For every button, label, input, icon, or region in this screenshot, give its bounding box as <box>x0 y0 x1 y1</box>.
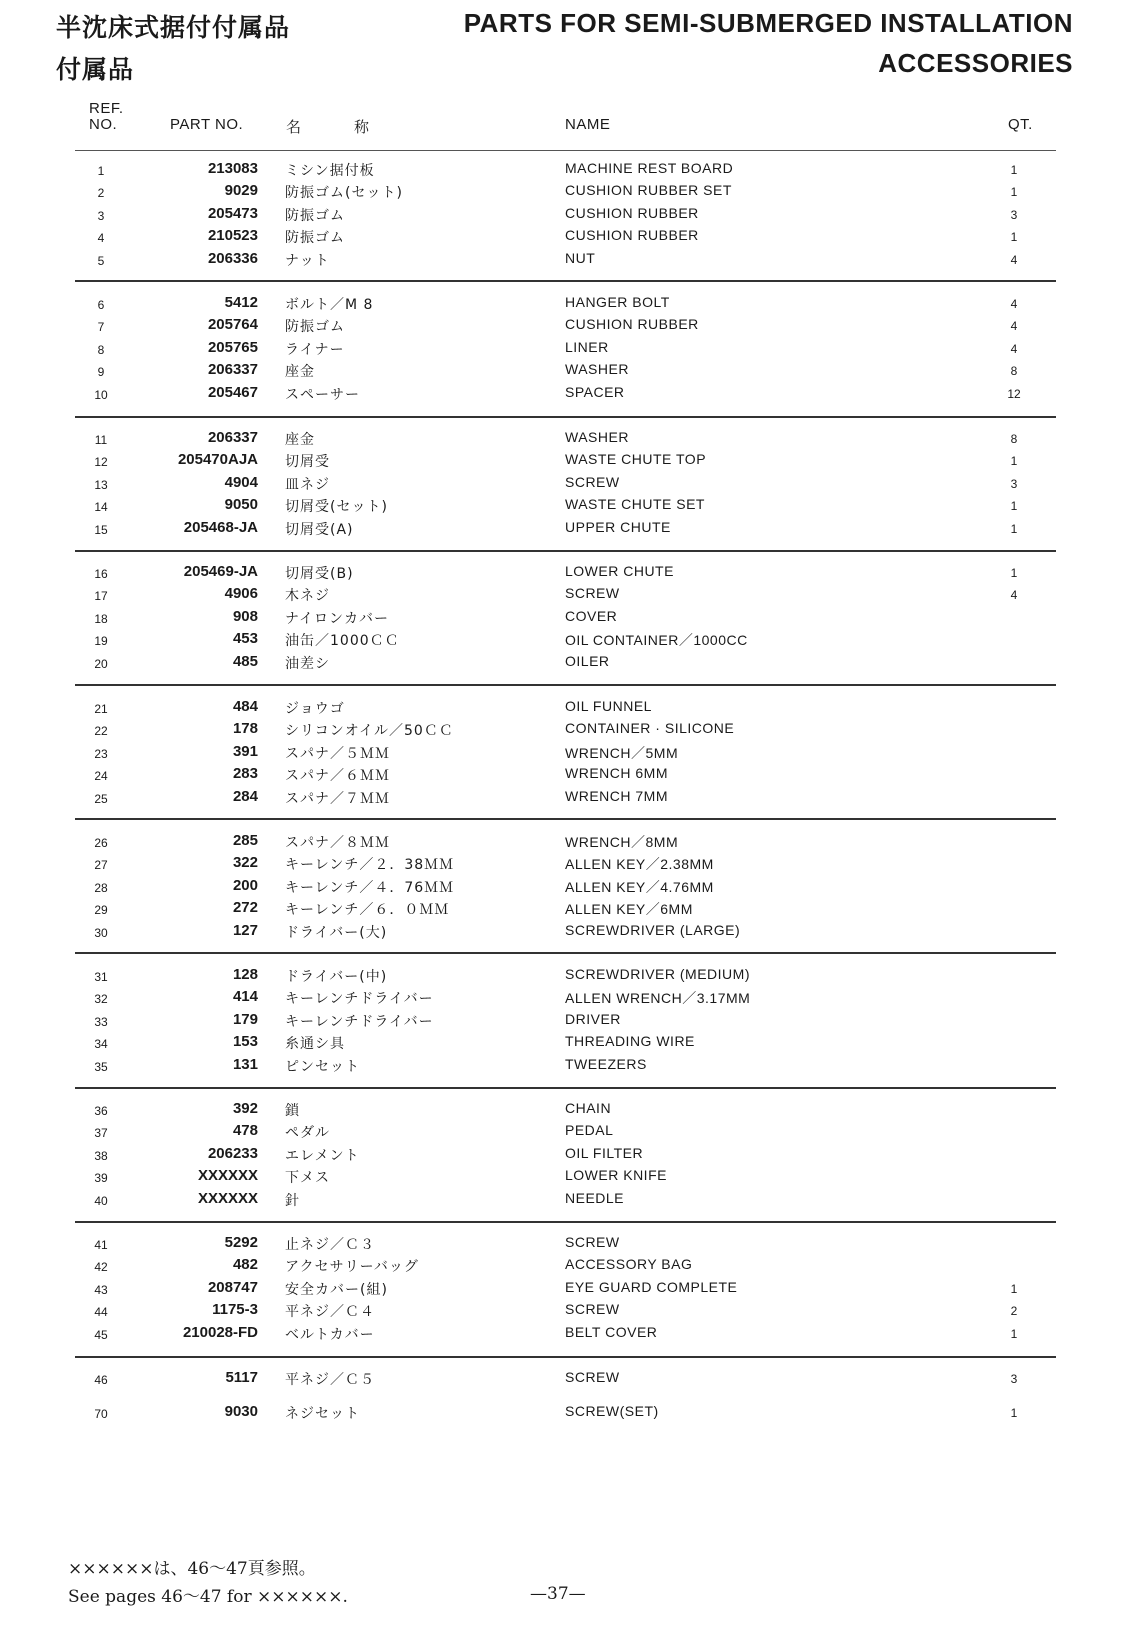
part-name: HANGER BOLT <box>565 294 670 310</box>
part-no: 179 <box>232 1011 258 1028</box>
title-en-line2: ACCESSORIES <box>878 48 1073 78</box>
ref-no: 26 <box>94 836 108 850</box>
table-row <box>0 451 1133 473</box>
jp-name: キーレンチ／２．38ＭＭ <box>285 857 455 873</box>
group-divider <box>75 952 1056 954</box>
table-row <box>0 1122 1133 1144</box>
quantity: 8 <box>1010 432 1018 446</box>
quantity: 12 <box>1007 387 1021 401</box>
jp-name: スパナ／５ＭＭ <box>285 746 390 762</box>
ref-no: 18 <box>94 612 108 626</box>
group-divider <box>75 1087 1056 1089</box>
quantity: 1 <box>1010 1327 1018 1341</box>
part-no: 478 <box>232 1122 258 1139</box>
ref-no: 36 <box>94 1104 108 1118</box>
group-divider <box>75 280 1056 282</box>
part-name: WASTE CHUTE TOP <box>565 451 707 467</box>
jp-name: アクセサリーバッグ <box>285 1259 419 1275</box>
jp-name: キーレンチドライバー <box>285 991 434 1007</box>
part-no: 206337 <box>207 361 258 378</box>
ref-no: 6 <box>97 298 105 312</box>
table-row <box>0 1234 1133 1256</box>
ref-no: 8 <box>97 343 105 357</box>
table-row <box>0 899 1133 921</box>
jp-name: 針 <box>285 1193 300 1209</box>
part-no: 9030 <box>224 1403 258 1420</box>
ref-no: 70 <box>94 1407 108 1421</box>
jp-name: 防振ゴム <box>285 230 345 246</box>
part-no: 210028-FD <box>182 1324 258 1341</box>
ref-no: 32 <box>94 992 108 1006</box>
ref-no: 15 <box>94 523 108 537</box>
ref-no: 31 <box>94 970 108 984</box>
part-name: SCREWDRIVER (LARGE) <box>565 922 741 938</box>
table-row <box>0 922 1133 944</box>
jp-name: スパナ／７ＭＭ <box>285 791 390 807</box>
part-no: 4906 <box>224 585 258 602</box>
part-name: SCREW <box>565 1234 620 1250</box>
part-name: PEDAL <box>565 1122 614 1138</box>
part-name: SCREW <box>565 1369 620 1385</box>
ref-no: 33 <box>94 1015 108 1029</box>
col-jp-name-1: 名 <box>286 119 302 136</box>
jp-name: 鎖 <box>285 1103 300 1119</box>
part-name: COVER <box>565 608 618 624</box>
part-name: NEEDLE <box>565 1190 625 1206</box>
quantity: 1 <box>1010 185 1018 199</box>
quantity: 1 <box>1010 1406 1018 1420</box>
part-no: 205764 <box>207 316 258 333</box>
part-no: 178 <box>232 720 258 737</box>
jp-name: スパナ／６ＭＭ <box>285 768 390 784</box>
quantity: 1 <box>1010 522 1018 536</box>
quantity: 3 <box>1010 477 1018 491</box>
table-row <box>0 988 1133 1010</box>
part-name: SCREW(SET) <box>565 1403 659 1419</box>
jp-name: 防振ゴム(セット) <box>285 185 403 201</box>
quantity: 4 <box>1010 253 1018 267</box>
group-divider <box>75 550 1056 552</box>
part-no: 484 <box>232 698 258 715</box>
ref-no: 16 <box>94 567 108 581</box>
part-no: 127 <box>232 922 258 939</box>
ref-no: 30 <box>94 926 108 940</box>
quantity: 1 <box>1010 454 1018 468</box>
part-name: LINER <box>565 339 609 355</box>
part-name: ACCESSORY BAG <box>565 1256 693 1272</box>
part-name: LOWER KNIFE <box>565 1167 667 1183</box>
table-row <box>0 563 1133 585</box>
part-name: SCREWDRIVER (MEDIUM) <box>565 966 750 982</box>
table-row <box>0 1033 1133 1055</box>
ref-no: 2 <box>97 186 105 200</box>
part-name: CUSHION RUBBER <box>565 205 699 221</box>
jp-name: 座金 <box>285 432 315 448</box>
table-row <box>0 182 1133 204</box>
part-no: 4904 <box>224 474 258 491</box>
jp-name: キーレンチ／４．76ＭＭ <box>285 880 455 896</box>
jp-name: スパナ／８ＭＭ <box>285 835 390 851</box>
part-name: WASHER <box>565 429 629 445</box>
part-no: 205469-JA <box>183 563 258 580</box>
part-no: 9029 <box>224 182 258 199</box>
part-name: THREADING WIRE <box>565 1033 695 1049</box>
jp-name: 木ネジ <box>285 588 330 604</box>
table-row <box>0 653 1133 675</box>
ref-no: 11 <box>94 433 108 447</box>
table-row <box>0 1167 1133 1189</box>
ref-no: 17 <box>94 589 108 603</box>
table-row <box>0 585 1133 607</box>
jp-name: 切屑受(セット) <box>285 499 388 515</box>
part-name: CONTAINER · SILICONE <box>565 720 735 736</box>
table-row <box>0 720 1133 742</box>
jp-name: ジョウゴ <box>285 701 345 717</box>
jp-name: ライナー <box>285 342 345 358</box>
ref-no: 3 <box>97 209 105 223</box>
table-row <box>0 429 1133 451</box>
part-name: WRENCH／8MM <box>565 834 679 850</box>
table-row <box>0 1324 1133 1346</box>
part-name: ALLEN KEY／6MM <box>565 901 693 917</box>
part-name: DRIVER <box>565 1011 621 1027</box>
part-no: 1175-3 <box>212 1301 258 1318</box>
jp-name: ミシン据付板 <box>285 163 375 179</box>
table-row <box>0 474 1133 496</box>
jp-name: ピンセット <box>285 1059 360 1075</box>
group-divider <box>75 416 1056 418</box>
jp-name: 糸通シ具 <box>285 1036 345 1052</box>
ref-no: 9 <box>97 365 105 379</box>
part-no: 392 <box>232 1100 258 1117</box>
quantity: 1 <box>1010 566 1018 580</box>
part-no: 5117 <box>225 1369 258 1386</box>
table-row <box>0 1279 1133 1301</box>
table-row <box>0 1100 1133 1122</box>
part-no: 205765 <box>207 339 258 356</box>
jp-name: エレメント <box>285 1148 360 1164</box>
jp-name: 防振ゴム <box>285 319 345 335</box>
part-no: 272 <box>232 899 258 916</box>
part-name: SCREW <box>565 585 620 601</box>
table-row <box>0 630 1133 652</box>
table-row <box>0 339 1133 361</box>
part-name: SCREW <box>565 1301 620 1317</box>
part-name: OIL FUNNEL <box>565 698 652 714</box>
jp-name: ネジセット <box>285 1406 360 1422</box>
jp-name: 切屑受(A) <box>285 522 354 538</box>
part-name: WASHER <box>565 361 629 377</box>
jp-name: ベルトカバー <box>285 1327 375 1343</box>
ref-no: 24 <box>94 769 108 783</box>
part-no: 283 <box>232 765 258 782</box>
jp-name: スペーサー <box>285 387 360 403</box>
part-no: 206233 <box>207 1145 258 1162</box>
part-no: 285 <box>232 832 258 849</box>
jp-name: ペダル <box>285 1125 330 1141</box>
table-row <box>0 1011 1133 1033</box>
group-divider <box>75 1221 1056 1223</box>
jp-name: 下メス <box>285 1170 330 1186</box>
part-no: 205467 <box>207 384 258 401</box>
part-no: 908 <box>232 608 258 625</box>
jp-name: 平ネジ／Ｃ４ <box>285 1304 375 1320</box>
quantity: 1 <box>1010 499 1018 513</box>
col-part-no: PART NO. <box>170 116 244 133</box>
table-row <box>0 854 1133 876</box>
col-qty: QT. <box>1008 116 1033 133</box>
table-row <box>0 519 1133 541</box>
jp-name: 防振ゴム <box>285 208 345 224</box>
part-name: WRENCH 6MM <box>565 765 668 781</box>
ref-no: 1 <box>97 164 105 178</box>
part-name: OIL CONTAINER／1000CC <box>565 632 748 648</box>
quantity: 3 <box>1010 1372 1018 1386</box>
part-name: SPACER <box>565 384 625 400</box>
part-no: 453 <box>232 630 258 647</box>
ref-no: 21 <box>94 702 108 716</box>
table-row <box>0 788 1133 810</box>
quantity: 3 <box>1010 208 1018 222</box>
ref-no: 14 <box>94 500 108 514</box>
table-row <box>0 316 1133 338</box>
jp-name: 油缶／1000ＣＣ <box>285 633 400 649</box>
part-no: 208747 <box>207 1279 258 1296</box>
quantity: 1 <box>1010 163 1018 177</box>
part-no: 206337 <box>207 429 258 446</box>
part-name: CUSHION RUBBER <box>565 227 699 243</box>
ref-no: 28 <box>94 881 108 895</box>
part-no: 9050 <box>224 496 258 513</box>
table-row <box>0 205 1133 227</box>
part-no: XXXXXX <box>197 1190 258 1207</box>
jp-name: 平ネジ／Ｃ５ <box>285 1372 375 1388</box>
group-divider <box>75 1356 1056 1358</box>
quantity: 4 <box>1010 588 1018 602</box>
jp-name: ボルト／M 8 <box>285 297 374 313</box>
table-row <box>0 1403 1133 1425</box>
jp-name: キーレンチ／６．０ＭＭ <box>285 902 450 918</box>
table-row <box>0 1190 1133 1212</box>
ref-no: 41 <box>94 1238 108 1252</box>
part-no: 485 <box>232 653 258 670</box>
table-row <box>0 698 1133 720</box>
jp-name: キーレンチドライバー <box>285 1014 434 1030</box>
col-ref-line2: NO. <box>89 116 118 133</box>
part-no: 210523 <box>207 227 258 244</box>
part-no: 322 <box>232 854 258 871</box>
table-row <box>0 496 1133 518</box>
part-name: CHAIN <box>565 1100 612 1116</box>
ref-no: 5 <box>97 254 105 268</box>
part-name: ALLEN KEY／2.38MM <box>565 856 714 872</box>
table-row <box>0 1256 1133 1278</box>
part-no: 5292 <box>224 1234 258 1251</box>
table-row <box>0 361 1133 383</box>
jp-name: ドライバー(中) <box>285 969 388 985</box>
ref-no: 29 <box>94 903 108 917</box>
col-ref-line1: REF. <box>89 100 124 117</box>
table-row <box>0 227 1133 249</box>
table-row <box>0 1145 1133 1167</box>
table-row <box>0 1369 1133 1391</box>
table-row <box>0 294 1133 316</box>
table-row <box>0 1056 1133 1078</box>
table-row <box>0 160 1133 182</box>
table-row <box>0 743 1133 765</box>
ref-no: 19 <box>94 634 108 648</box>
jp-name: 切屑受(B) <box>285 566 354 582</box>
jp-name: 座金 <box>285 364 315 380</box>
ref-no: 37 <box>94 1126 108 1140</box>
ref-no: 12 <box>94 455 108 469</box>
table-row <box>0 832 1133 854</box>
part-name: OIL FILTER <box>565 1145 644 1161</box>
ref-no: 40 <box>94 1194 108 1208</box>
jp-name: 止ネジ／Ｃ３ <box>285 1237 375 1253</box>
title-jp-line1: 半沈床式据付付属品 <box>56 13 291 42</box>
quantity: 4 <box>1010 297 1018 311</box>
quantity: 4 <box>1010 342 1018 356</box>
part-name: EYE GUARD COMPLETE <box>565 1279 738 1295</box>
table-row <box>0 608 1133 630</box>
part-no: 128 <box>232 966 258 983</box>
jp-name: 切屑受 <box>285 454 330 470</box>
part-name: NUT <box>565 250 596 266</box>
part-name: WRENCH／5MM <box>565 745 679 761</box>
table-row <box>0 384 1133 406</box>
footnote-jp: ××××××は、46～47頁参照。 <box>68 1559 316 1579</box>
part-name: ALLEN KEY／4.76MM <box>565 879 714 895</box>
ref-no: 22 <box>94 724 108 738</box>
part-name: WRENCH 7MM <box>565 788 668 804</box>
part-no: 284 <box>232 788 258 805</box>
part-no: 131 <box>232 1056 258 1073</box>
jp-name: 皿ネジ <box>285 477 330 493</box>
ref-no: 43 <box>94 1283 108 1297</box>
title-jp-line2: 付属品 <box>56 55 135 84</box>
ref-no: 38 <box>94 1149 108 1163</box>
ref-no: 46 <box>94 1373 108 1387</box>
ref-no: 39 <box>94 1171 108 1185</box>
group-divider <box>75 684 1056 686</box>
part-no: 482 <box>232 1256 258 1273</box>
part-name: UPPER CHUTE <box>565 519 671 535</box>
ref-no: 25 <box>94 792 108 806</box>
ref-no: 13 <box>94 478 108 492</box>
ref-no: 23 <box>94 747 108 761</box>
ref-no: 44 <box>94 1305 108 1319</box>
page-number: —37— <box>530 1584 586 1604</box>
table-row <box>0 250 1133 272</box>
table-row <box>0 877 1133 899</box>
part-name: TWEEZERS <box>565 1056 647 1072</box>
part-name: OILER <box>565 653 610 669</box>
part-no: 5412 <box>224 294 258 311</box>
table-row <box>0 765 1133 787</box>
part-name: CUSHION RUBBER <box>565 316 699 332</box>
title-en-line1: PARTS FOR SEMI-SUBMERGED INSTALLATION <box>463 8 1073 38</box>
part-no: 213083 <box>207 160 258 177</box>
header-rule <box>75 150 1056 151</box>
part-name: SCREW <box>565 474 620 490</box>
quantity: 8 <box>1010 364 1018 378</box>
col-name: NAME <box>565 116 611 133</box>
jp-name: ドライバー(大) <box>285 925 388 941</box>
footnote-en: See pages 46～47 for ××××××. <box>68 1587 348 1607</box>
part-no: 205473 <box>207 205 258 222</box>
part-name: CUSHION RUBBER SET <box>565 182 732 198</box>
table-row <box>0 1301 1133 1323</box>
part-no: 414 <box>232 988 258 1005</box>
col-jp-name-2: 称 <box>354 119 370 136</box>
jp-name: 油差シ <box>285 656 330 672</box>
part-name: LOWER CHUTE <box>565 563 674 579</box>
ref-no: 20 <box>94 657 108 671</box>
ref-no: 34 <box>94 1037 108 1051</box>
table-row <box>0 966 1133 988</box>
jp-name: シリコンオイル／50ＣＣ <box>285 723 454 739</box>
part-no: 206336 <box>207 250 258 267</box>
group-divider <box>75 818 1056 820</box>
ref-no: 4 <box>97 231 105 245</box>
jp-name: ナット <box>285 253 330 269</box>
jp-name: ナイロンカバー <box>285 611 390 627</box>
part-name: ALLEN WRENCH／3.17MM <box>565 990 751 1006</box>
quantity: 4 <box>1010 319 1018 333</box>
quantity: 1 <box>1010 230 1018 244</box>
ref-no: 35 <box>94 1060 108 1074</box>
part-no: 205470AJA <box>177 451 258 468</box>
quantity: 2 <box>1010 1304 1018 1318</box>
ref-no: 10 <box>94 388 108 402</box>
part-name: BELT COVER <box>565 1324 658 1340</box>
ref-no: 7 <box>97 320 105 334</box>
part-name: MACHINE REST BOARD <box>565 160 734 176</box>
ref-no: 42 <box>94 1260 108 1274</box>
part-no: 153 <box>232 1033 258 1050</box>
ref-no: 27 <box>94 858 108 872</box>
part-no: 205468-JA <box>183 519 258 536</box>
part-name: WASTE CHUTE SET <box>565 496 705 512</box>
part-no: 391 <box>232 743 258 760</box>
ref-no: 45 <box>94 1328 108 1342</box>
part-no: 200 <box>232 877 258 894</box>
jp-name: 安全カバー(組) <box>285 1282 388 1298</box>
quantity: 1 <box>1010 1282 1018 1296</box>
part-no: XXXXXX <box>197 1167 258 1184</box>
